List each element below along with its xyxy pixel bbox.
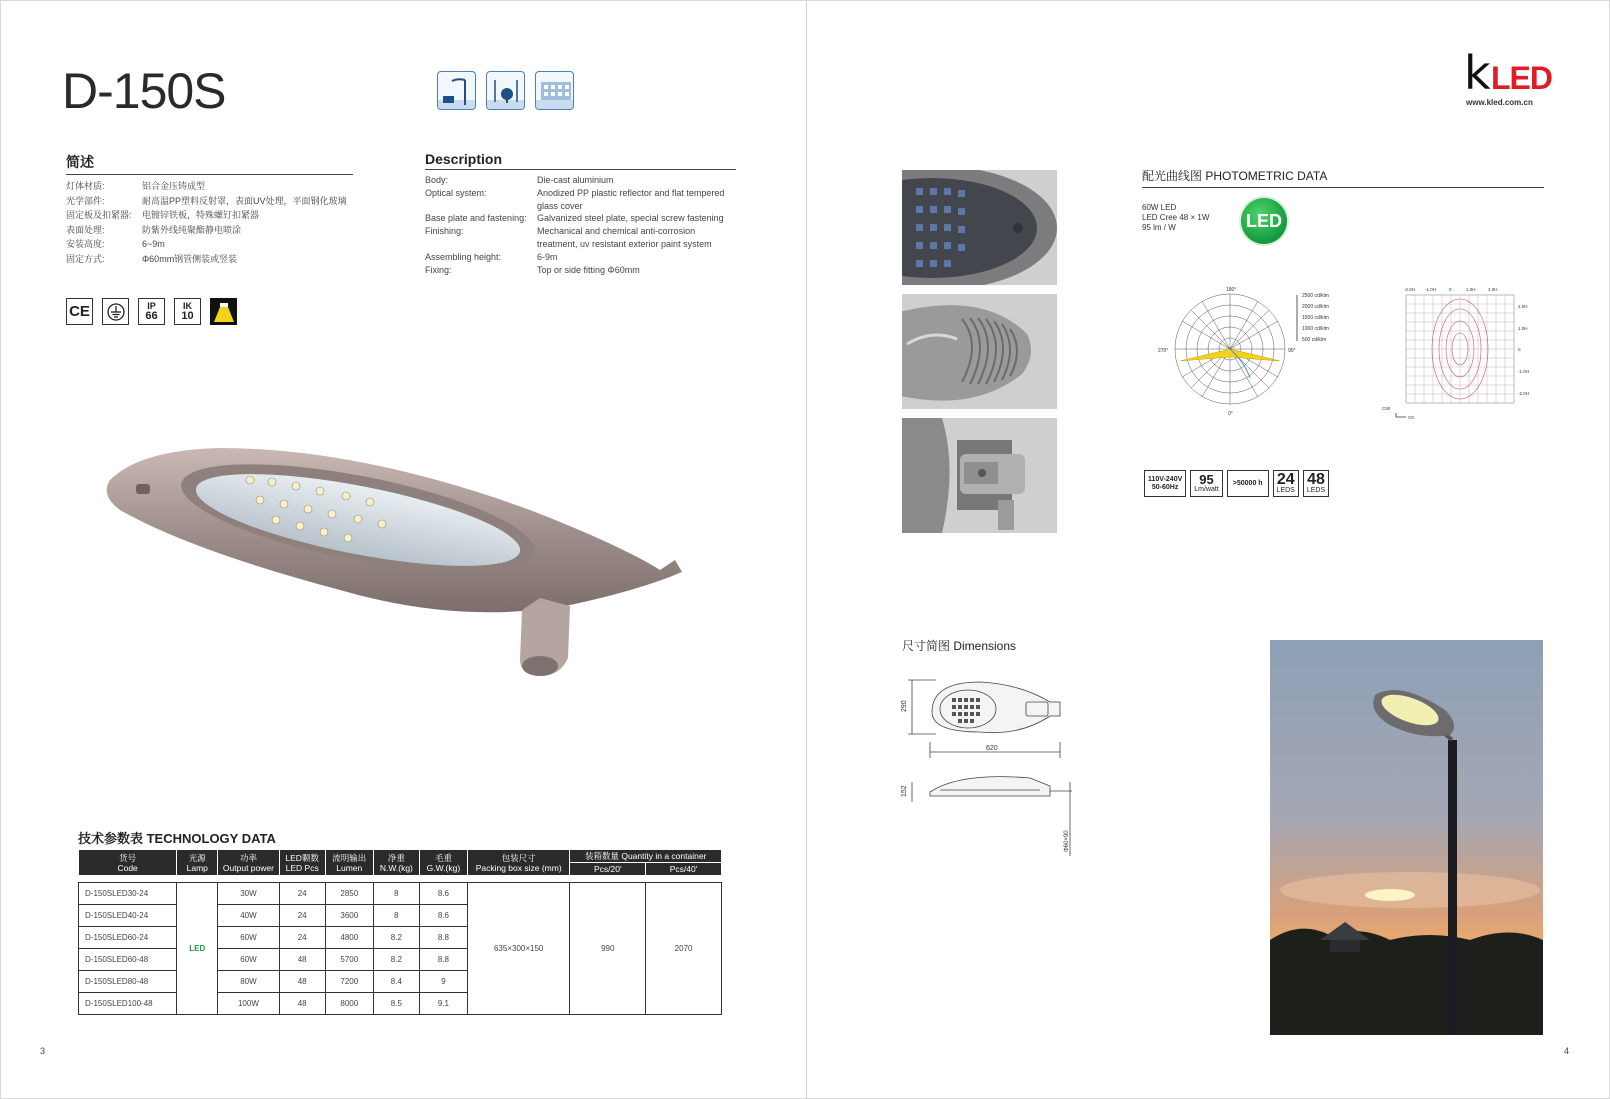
cell-lumen: 5700	[325, 949, 373, 971]
ip-rating-icon	[138, 298, 165, 325]
spec-row	[425, 264, 736, 277]
header-en: Code	[117, 862, 138, 873]
spec-key: Fixing:	[425, 264, 452, 275]
spec-row	[425, 174, 736, 187]
cell-power: 100W	[218, 993, 279, 1015]
chinese-spec-list	[66, 179, 353, 267]
iso-top-label: 2.0H	[1488, 287, 1498, 292]
spec-row	[66, 252, 353, 267]
spec-badges	[1144, 470, 1329, 497]
led-spec-line: LED Cree 48 × 1W	[1142, 213, 1210, 222]
cell-code: D-150SLED40-24	[79, 905, 177, 927]
cell-code: D-150SLED100-48	[79, 993, 177, 1015]
spec-value: 6-9m	[537, 251, 558, 262]
polar-scale-label: 1500 cd/klm	[1302, 315, 1329, 321]
building-area-icon	[535, 71, 574, 110]
cell-nw: 8	[373, 883, 419, 905]
polar-curve-diagram	[1150, 283, 1350, 418]
header-zh: 包装尺寸	[501, 852, 536, 863]
leds-48-badge	[1303, 470, 1329, 497]
header-zh: 光源	[188, 852, 206, 863]
cell-lumen: 4800	[325, 927, 373, 949]
iso-right-label: 1.0H	[1518, 326, 1528, 331]
page-number-left: 3	[40, 1046, 46, 1056]
table-row	[79, 883, 722, 905]
ce-mark-icon	[66, 298, 93, 325]
leds-24-badge	[1273, 470, 1299, 497]
spec-value: Galvanized steel plate, special screw fastening	[537, 213, 724, 224]
table-header	[468, 850, 570, 876]
lifetime-badge	[1227, 470, 1269, 497]
header-en: G.W.(kg)	[426, 862, 461, 873]
isolux-diagram	[1382, 285, 1532, 425]
cert-text: IP	[147, 300, 156, 311]
cell-code: D-150SLED60-24	[79, 927, 177, 949]
cell-power: 80W	[218, 971, 279, 993]
english-description	[425, 151, 736, 276]
spec-row	[425, 251, 736, 264]
dim-pipe-label: Φ60×90	[1064, 830, 1070, 852]
badge-top: 110V-240V	[1148, 475, 1183, 483]
chinese-description	[66, 152, 353, 267]
cell-nw: 8.5	[373, 993, 419, 1015]
led-spec-line: 95 lm / W	[1142, 223, 1176, 232]
cell-nw: 8.2	[373, 949, 419, 971]
spec-value: 防紫外线纯聚酯静电喷涂	[142, 224, 242, 235]
table-header	[218, 850, 279, 876]
container-header: 装箱数量 Quantity in a container	[570, 850, 722, 863]
spec-key: 固定板及扣紧器:	[66, 210, 132, 221]
cert-text: CE	[69, 303, 90, 320]
badge-bottom: LEDS	[1276, 487, 1295, 494]
table-header	[177, 850, 218, 876]
application-icons	[437, 71, 574, 110]
iso-right-label: 0	[1518, 347, 1521, 352]
street-pole-icon	[437, 71, 476, 110]
park-road-icon	[486, 71, 525, 110]
spec-value: Φ60mm钢管侧装或竖装	[142, 253, 238, 264]
dimension-drawing	[900, 672, 1085, 862]
polar-angle-bottom: 0°	[1228, 411, 1233, 417]
cert-text: 10	[181, 309, 194, 322]
spec-row	[66, 208, 353, 223]
page-number-right: 4	[1564, 1046, 1570, 1056]
iso-top-label: -1.0H	[1425, 287, 1437, 292]
cell-lumen: 8000	[325, 993, 373, 1015]
container-col: Pcs/40'	[646, 863, 722, 876]
led-spec-line: 60W LED	[1142, 203, 1177, 212]
cell-lamp: LED	[177, 883, 218, 1015]
english-spec-list	[425, 174, 736, 276]
cell-gw: 9	[419, 971, 467, 993]
spec-row	[66, 223, 353, 238]
polar-scale-label: 2000 cd/klm	[1302, 304, 1329, 310]
installation-photo	[1270, 640, 1543, 1035]
iso-right-label: -2.0H	[1518, 391, 1530, 396]
iso-axis-label: C90	[1382, 406, 1391, 411]
spec-row	[425, 187, 736, 213]
dimensions-title: 尺寸简图 Dimensions	[902, 639, 1017, 653]
technology-data-table	[78, 849, 722, 1015]
cell-code: D-150SLED60-48	[79, 949, 177, 971]
cell-power: 40W	[218, 905, 279, 927]
chinese-description-heading: 简述	[66, 152, 353, 175]
polar-scale-label: 1000 cd/klm	[1302, 326, 1329, 332]
cell-qty-20: 990	[570, 883, 646, 1015]
led-badge: LED	[1241, 198, 1287, 244]
cell-pcs: 48	[279, 949, 325, 971]
cell-code: D-150SLED80-48	[79, 971, 177, 993]
voltage-badge	[1144, 470, 1186, 497]
badge-top: 48	[1307, 471, 1325, 488]
cell-box-size: 635×300×150	[468, 883, 570, 1015]
iso-right-label: -1.0H	[1518, 369, 1530, 374]
spec-key: Optical system:	[425, 187, 487, 198]
header-zh: 流明输出	[332, 852, 367, 863]
cell-gw: 8.8	[419, 949, 467, 971]
spec-value: Top or side fitting Φ60mm	[537, 264, 640, 275]
logo-k: k	[1464, 46, 1491, 100]
polar-angle-top: 180°	[1226, 287, 1237, 293]
polar-scale-label: 500 cd/klm	[1302, 337, 1327, 343]
spec-key: 光学部件:	[66, 195, 105, 206]
page-divider	[806, 0, 807, 1099]
detail-photo-heat-sink	[902, 294, 1057, 409]
iso-axis-label: C0	[1408, 415, 1414, 420]
cell-pcs: 24	[279, 927, 325, 949]
cell-pcs: 48	[279, 971, 325, 993]
cell-nw: 8.2	[373, 927, 419, 949]
model-title: D-150S	[62, 63, 226, 119]
class-i-earth-icon	[102, 298, 129, 325]
table-spacer	[79, 876, 722, 883]
table-header	[373, 850, 419, 876]
cell-qty-40: 2070	[646, 883, 722, 1015]
cell-lumen: 2850	[325, 883, 373, 905]
lamp-product-image	[100, 440, 700, 710]
iso-top-label: -2.0H	[1404, 287, 1416, 292]
header-en: Output power	[222, 862, 274, 873]
iso-top-label: 0	[1449, 287, 1452, 292]
header-zh: 货号	[119, 852, 137, 863]
english-description-heading: Description	[425, 151, 736, 170]
cell-gw: 9.1	[419, 993, 467, 1015]
header-en: Lamp	[186, 862, 208, 873]
header-en: Lumen	[336, 862, 363, 873]
polar-scale-label: 2500 cd/klm	[1302, 293, 1329, 299]
spec-row	[66, 179, 353, 194]
certification-icons	[66, 298, 237, 325]
spec-key: 表面处理:	[66, 224, 105, 235]
header-zh: LED颗数	[285, 852, 319, 863]
spec-key: 灯体材质:	[66, 181, 105, 191]
cell-power: 60W	[218, 949, 279, 971]
spec-value: Mechanical and chemical anti-corrosion treatment, uv resistant exterior paint system	[537, 226, 712, 249]
spec-row	[66, 194, 353, 209]
photometric-data-title: 配光曲线图 PHOTOMETRIC DATA	[1142, 167, 1544, 188]
cell-pcs: 24	[279, 883, 325, 905]
cell-nw: 8.4	[373, 971, 419, 993]
dim-height-label: 290	[901, 700, 908, 712]
table-header	[325, 850, 373, 876]
header-en: Packing box size (mm)	[475, 862, 562, 873]
spec-key: Finishing:	[425, 226, 464, 237]
spec-row	[425, 212, 736, 225]
spec-key: Body:	[425, 175, 449, 185]
cell-code: D-150SLED30-24	[79, 883, 177, 905]
ik-rating-icon	[174, 298, 201, 325]
spec-value: Die-cast aluminium	[537, 175, 614, 185]
badge-top: 95	[1199, 472, 1214, 487]
header-en: LED Pcs	[285, 862, 319, 873]
kled-logo	[1464, 46, 1552, 110]
cell-gw: 8.6	[419, 905, 467, 927]
light-distribution-icon	[210, 298, 237, 325]
table-header	[419, 850, 467, 876]
header-zh: 功率	[239, 852, 257, 863]
spec-row	[425, 225, 736, 251]
tech-table-title: 技术参数表 TECHNOLOGY DATA	[78, 831, 276, 846]
polar-angle-left: 270°	[1158, 348, 1169, 354]
dim-side-height-label: 152	[901, 785, 908, 797]
spec-value: 电镀锌铁板，特殊螺钉扣紧器	[142, 210, 260, 221]
spec-row	[66, 237, 353, 252]
cell-power: 60W	[218, 927, 279, 949]
badge-top: >50000 h	[1232, 479, 1263, 487]
container-col: Pcs/20'	[570, 863, 646, 876]
cert-text: 66	[145, 309, 158, 322]
dim-length-label: 620	[986, 745, 998, 752]
badge-bottom: Lm/watt	[1194, 486, 1219, 493]
iso-right-label: 2.0H	[1518, 304, 1528, 309]
efficacy-badge	[1190, 470, 1223, 497]
cell-gw: 8.8	[419, 927, 467, 949]
header-zh: 毛重	[434, 852, 452, 863]
spec-key: Base plate and fastening:	[425, 213, 527, 224]
spec-value: Anodized PP plastic reflector and flat tempered glass cover	[537, 187, 725, 211]
spec-value: 耐高温PP塑料反射罩，表面UV处理，平面钢化玻璃	[142, 195, 347, 206]
cell-pcs: 48	[279, 993, 325, 1015]
cell-pcs: 24	[279, 905, 325, 927]
cell-nw: 8	[373, 905, 419, 927]
spec-key: Assembling height:	[425, 251, 502, 262]
table-header	[79, 850, 177, 876]
cert-text: IK	[183, 300, 192, 311]
led-spec-text	[1142, 203, 1209, 233]
cell-lumen: 3600	[325, 905, 373, 927]
table-header	[279, 850, 325, 876]
logo-url: www.kled.com.cn	[1466, 98, 1533, 107]
cell-gw: 8.6	[419, 883, 467, 905]
cell-power: 30W	[218, 883, 279, 905]
badge-bottom: 50-60Hz	[1151, 483, 1179, 491]
badge-bottom: LEDS	[1306, 487, 1326, 494]
spec-value: 铝合金压铸成型	[142, 181, 206, 191]
spec-key: 固定方式:	[66, 253, 105, 264]
spec-value: 6~9m	[142, 239, 165, 250]
header-zh: 净重	[387, 852, 405, 863]
polar-angle-right: 90°	[1288, 348, 1296, 354]
detail-photo-pole-clamp	[902, 418, 1057, 533]
logo-led: LED	[1491, 60, 1552, 96]
header-en: N.W.(kg)	[379, 862, 413, 873]
detail-photo-led-module	[902, 170, 1057, 285]
badge-top: 24	[1276, 471, 1295, 488]
cell-lumen: 7200	[325, 971, 373, 993]
iso-top-label: 1.0H	[1466, 287, 1476, 292]
spec-key: 安装高度:	[66, 239, 105, 250]
